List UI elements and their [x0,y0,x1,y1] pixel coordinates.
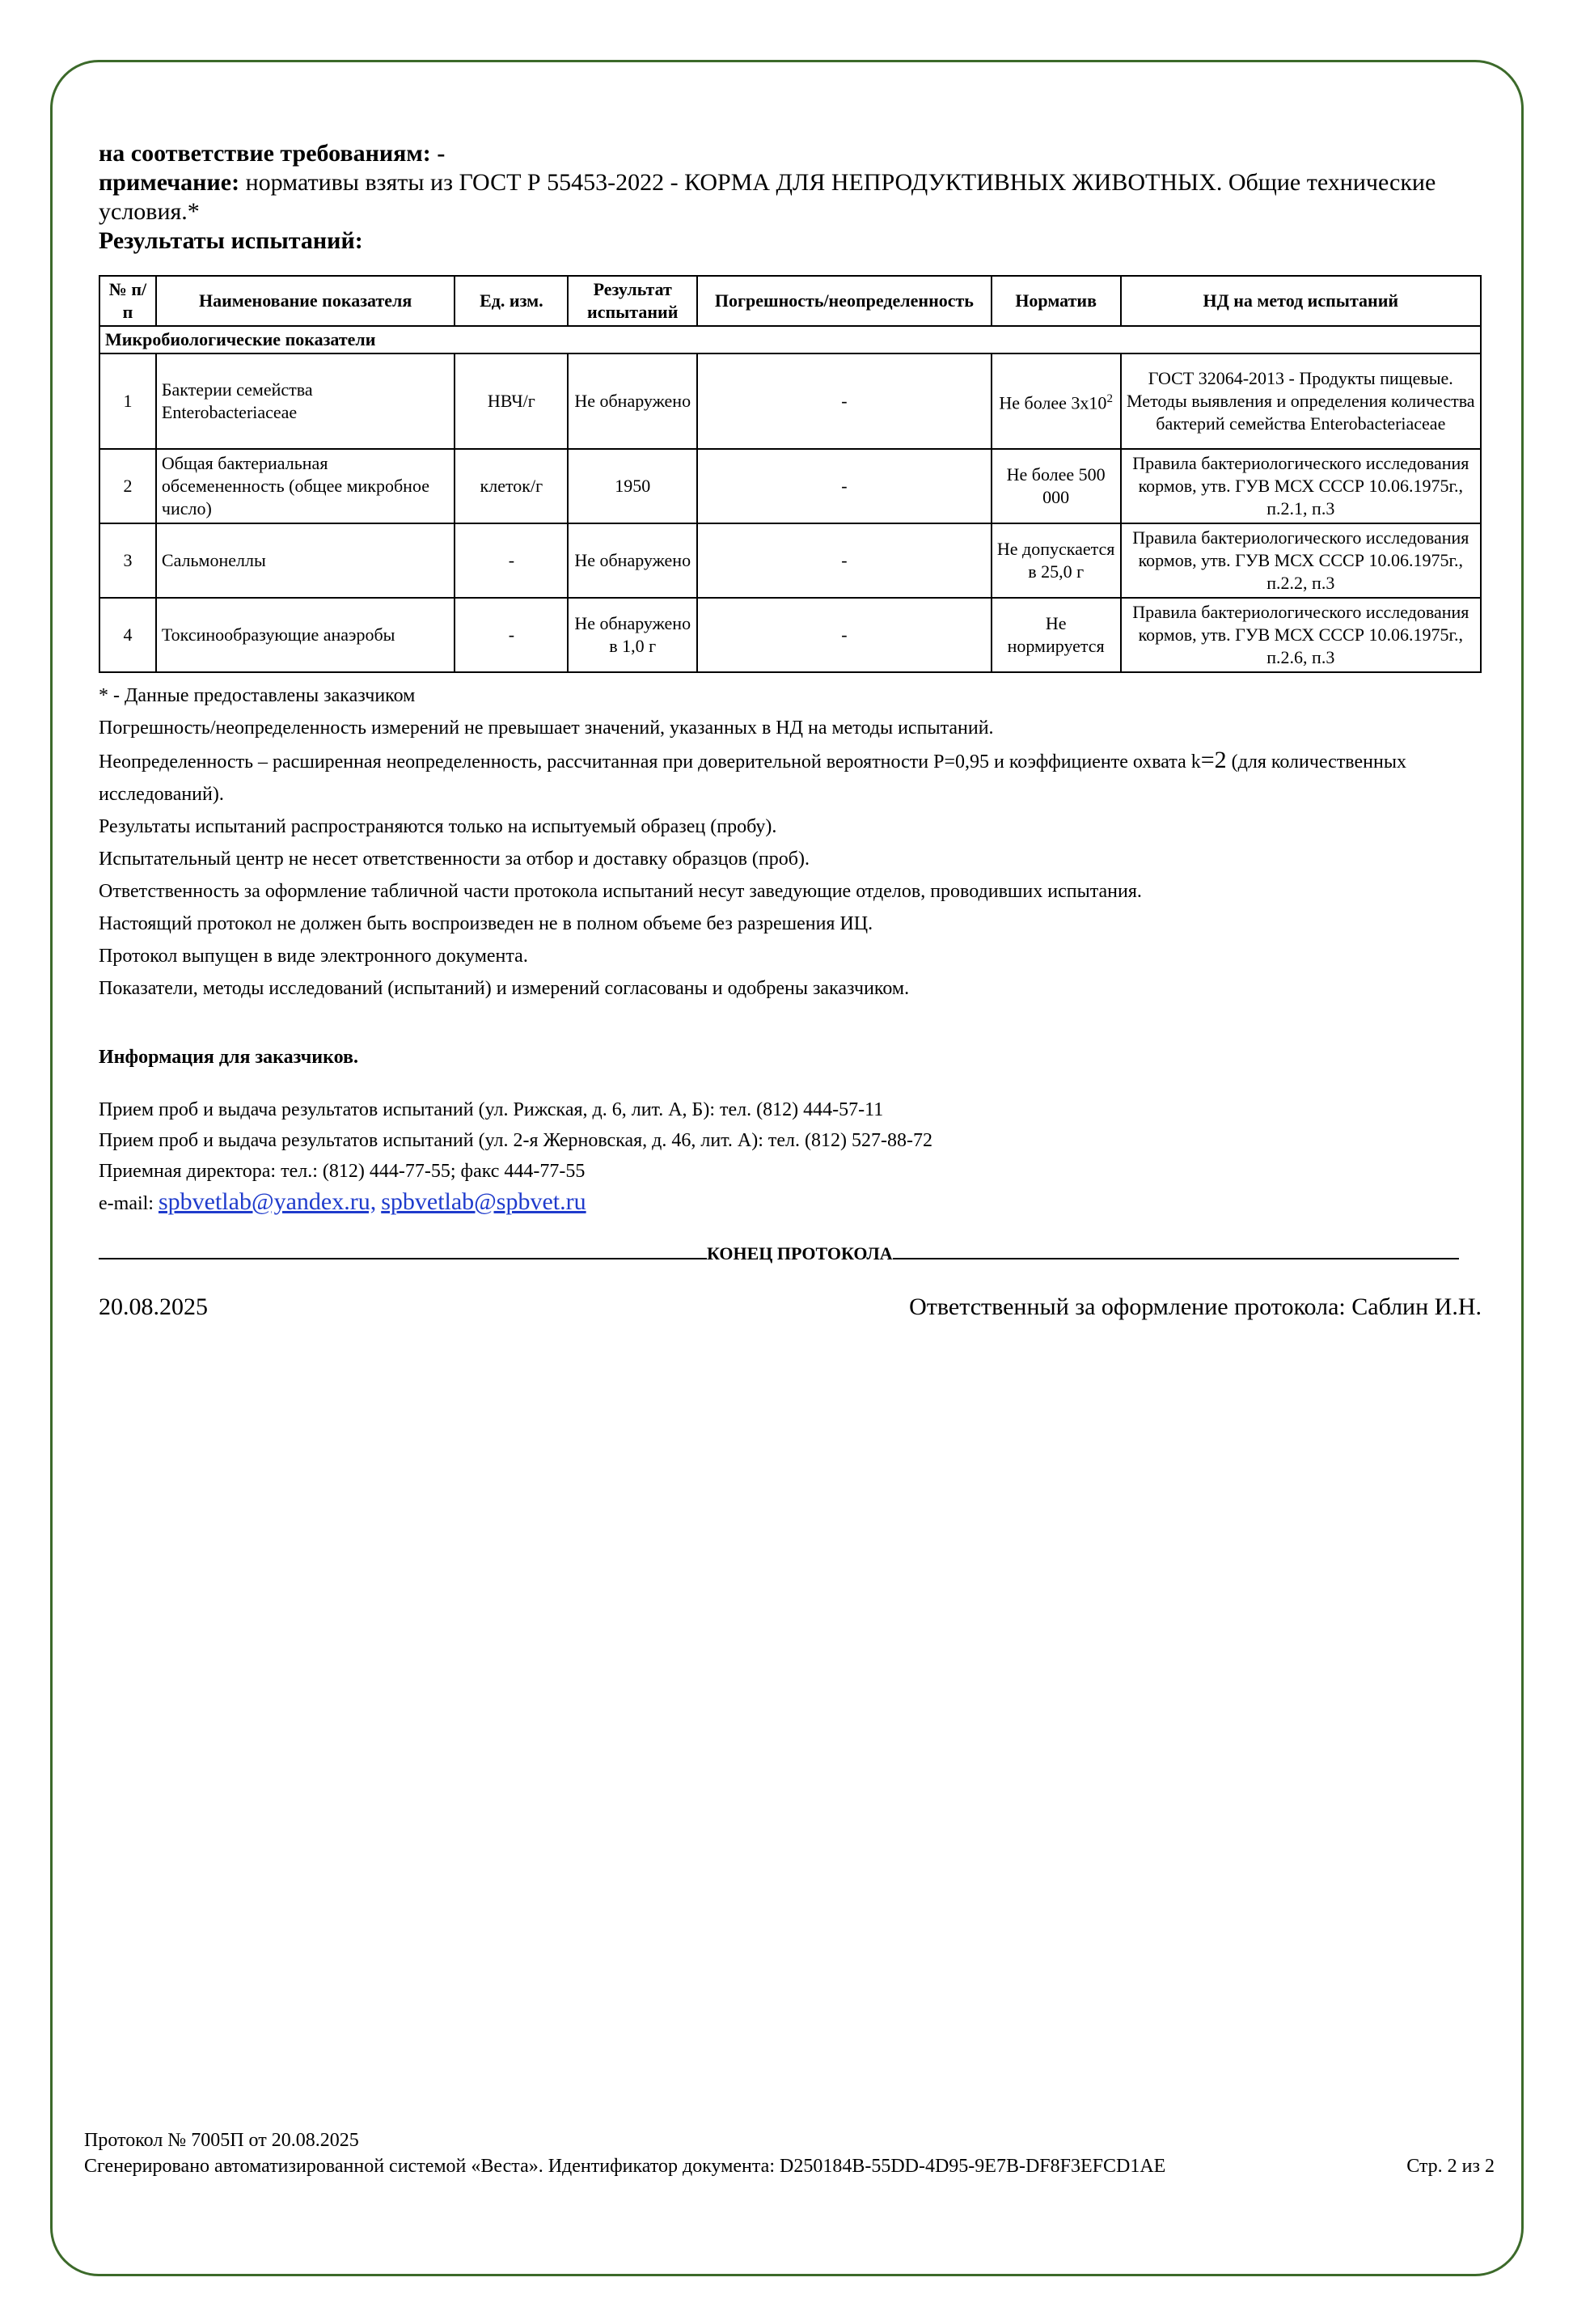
compliance-line [99,139,1482,168]
email-link-yandex[interactable]: spbvetlab@yandex.ru, [158,1188,377,1215]
group-label: Микробиологические показатели [99,326,1481,353]
cell-num: 4 [99,598,156,672]
cell-uncertainty: - [697,523,992,598]
email-link-spbvet[interactable]: spbvetlab@spbvet.ru [381,1188,586,1215]
cell-uncertainty: - [697,353,992,449]
coverage-factor: =2 [1200,747,1227,773]
cell-norm: Не допускается в 25,0 г [992,523,1121,598]
note-line [99,168,1482,226]
signature-row [99,1293,1482,1321]
document-body [99,139,1482,1321]
cell-norm [992,353,1121,449]
signature-date: 20.08.2025 [99,1293,208,1320]
cell-unit: - [455,523,568,598]
note-uncertainty-limit: Погрешность/неопределенность измерений не превышает значений, указанных в НД на методы испытаний. [99,718,994,739]
cell-uncertainty: - [697,598,992,672]
results-table [99,275,1482,673]
cell-method: Правила бактериологического исследования кормов, утв. ГУВ МСХ СССР 10.06.1975г., п.2.2, п.3 [1121,523,1481,598]
info-title: Информация для заказчиков. [99,1047,359,1068]
note-customer-data: * - Данные предоставлены заказчиком [99,685,416,706]
note-responsibility: Ответственность за оформление табличной части протокола испытаний несут заведующие отделов, проводивших испытания. [99,881,1142,902]
cell-method: Правила бактериологического исследования кормов, утв. ГУВ МСХ СССР 10.06.1975г., п.2.1, п.3 [1121,449,1481,523]
cell-name: Токсинообразующие анаэробы [156,598,455,672]
cell-unit: НВЧ/г [455,353,568,449]
cell-method: ГОСТ 32064-2013 - Продукты пищевые. Методы выявления и определения количества бактерий семейства Enterobacteriaceae [1121,353,1481,449]
info-email-line [99,1187,1482,1219]
table-row [99,523,1481,598]
note-electronic: Протокол выпущен в виде электронного документа. [99,946,528,967]
header-num: № п/п [99,276,156,326]
cell-norm: Не нормируется [992,598,1121,672]
info-block [99,1094,1482,1219]
compliance-label: на соответствие требованиям: [99,140,431,167]
cell-num: 3 [99,523,156,598]
footer-generated: Сгенерировано автоматизированной системой «Веста». Идентификатор документа: D250184B-55DD-4D95-9E7B-DF8F3EFCD1AE [84,2156,1166,2177]
cell-unit: клеток/г [455,449,568,523]
cell-num: 1 [99,353,156,449]
note-label: примечание: [99,169,240,196]
note-scope: Результаты испытаний распространяются только на испытуемый образец (пробу). [99,816,777,837]
cell-result: Не обнаружено в 1,0 г [568,598,697,672]
norm-exponent: 2 [1106,392,1113,406]
table-row [99,449,1481,523]
cell-uncertainty: - [697,449,992,523]
cell-unit: - [455,598,568,672]
note-reproduction: Настоящий протокол не должен быть воспроизведен не в полном объеме без разрешения ИЦ. [99,913,873,934]
note-agreed: Показатели, методы исследований (испытаний) и измерений согласованы и одобрены заказчиком. [99,978,910,999]
cell-result: Не обнаружено [568,353,697,449]
table-row [99,598,1481,672]
header-method: НД на метод испытаний [1121,276,1481,326]
footer-page-number: Стр. 2 из 2 [1406,2156,1495,2177]
email-label: e-mail: [99,1193,159,1214]
table-row [99,353,1481,449]
table-group-row [99,326,1481,353]
cell-result: Не обнаружено [568,523,697,598]
compliance-value: - [430,140,446,167]
cell-num: 2 [99,449,156,523]
end-of-protocol-label: КОНЕЦ ПРОТОКОЛА [707,1243,893,1264]
note-text: нормативы взяты из ГОСТ Р 55453-2022 - КОРМА ДЛЯ НЕПРОДУКТИВНЫХ ЖИВОТНЫХ. Общие технические условия.* [99,169,1436,225]
uncertainty-def-tail: (для количественных исследований). [99,751,1406,805]
results-title: Результаты испытаний: [99,227,363,254]
uncertainty-def-text: Неопределенность – расширенная неопределенность, рассчитанная при доверительной вероятности P=0,95 и коэффициенте охвата k [99,751,1201,773]
cell-norm: Не более 500 000 [992,449,1121,523]
note-sampling: Испытательный центр не несет ответственности за отбор и доставку образцов (проб). [99,849,810,870]
info-line-zhernovskaya: Прием проб и выдача результатов испытаний (ул. 2-я Жерновская, д. 46, лит. А): тел. (812) 527-88-72 [99,1130,932,1151]
norm-text: Не более 3x10 [999,392,1107,413]
info-line-riga: Прием проб и выдача результатов испытаний (ул. Рижская, д. 6, лит. А, Б): тел. (812) 444-57-11 [99,1099,884,1120]
table-header-row [99,276,1481,326]
footer-protocol: Протокол № 7005П от 20.08.2025 [84,2130,359,2151]
footer-row [84,2153,1495,2179]
header-unit: Ед. изм. [455,276,568,326]
cell-name: Бактерии семейства Enterobacteriaceae [156,353,455,449]
page-footer [84,2127,1495,2179]
cell-result: 1950 [568,449,697,523]
notes-block [99,679,1482,1005]
responsible-person: Ответственный за оформление протокола: Саблин И.Н. [909,1293,1482,1320]
note-uncertainty-definition [99,744,1482,811]
cell-method: Правила бактериологического исследования кормов, утв. ГУВ МСХ СССР 10.06.1975г., п.2.6, п.3 [1121,598,1481,672]
header-result: Результат испытаний [568,276,697,326]
header-block [99,139,1482,256]
info-line-director: Приемная директора: тел.: (812) 444-77-55; факс 444-77-55 [99,1161,586,1182]
end-of-protocol-line [99,1243,1482,1264]
header-norm: Норматив [992,276,1121,326]
cell-name: Общая бактериальная обсемененность (общее микробное число) [156,449,455,523]
cell-name: Сальмонеллы [156,523,455,598]
header-name: Наименование показателя [156,276,455,326]
end-rule-left [99,1245,707,1259]
header-uncertainty: Погрешность/неопределенность [697,276,992,326]
end-rule-right [893,1245,1459,1259]
